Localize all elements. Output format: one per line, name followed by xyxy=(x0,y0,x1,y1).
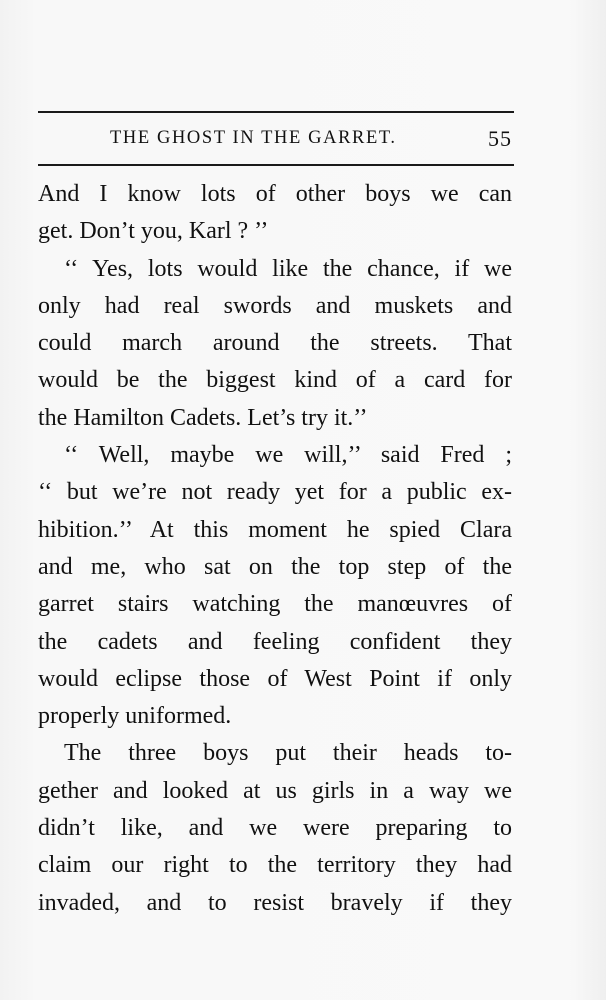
text-line: ‘‘ but we’re not ready yet for a public ex- xyxy=(38,479,512,506)
text-line: invaded, and to resist bravely if they xyxy=(38,889,512,916)
text-line: And I know lots of other boys we can xyxy=(38,181,512,207)
text-line: would be the biggest kind of a card for xyxy=(38,367,512,394)
text-line: The three boys put their heads to- xyxy=(64,740,512,767)
running-head xyxy=(38,126,514,156)
text-line: claim our right to the territory they had xyxy=(38,852,512,879)
running-title: THE GHOST IN THE GARRET. xyxy=(110,128,397,148)
text-line: get. Don’t you, Karl ? ’’ xyxy=(38,218,269,245)
text-line: gether and looked at us girls in a way we xyxy=(38,777,512,804)
text-line: the Hamilton Cadets. Let’s try it.’’ xyxy=(38,404,368,431)
text-line: the cadets and feeling confident they xyxy=(38,628,512,655)
body-text xyxy=(38,176,512,922)
text-line: ‘‘ Yes, lots would like the chance, if we xyxy=(64,255,512,282)
text-line: garret stairs watching the manœuvres of xyxy=(38,591,512,618)
text-line: and me, who sat on the top step of the xyxy=(38,553,512,580)
text-line: ‘‘ Well, maybe we will,’’ said Fred ; xyxy=(64,442,512,469)
text-line: hibition.’’ At this moment he spied Clara xyxy=(38,516,512,543)
page-number: 55 xyxy=(488,126,512,151)
header-bottom-rule xyxy=(38,164,514,166)
text-line: only had real swords and muskets and xyxy=(38,292,512,319)
text-line: properly uniformed. xyxy=(38,703,232,730)
text-line: could march around the streets. That xyxy=(38,330,512,357)
text-line: would eclipse those of West Point if only xyxy=(38,665,512,692)
text-line: didn’t like, and we were preparing to xyxy=(38,815,512,842)
header-top-rule xyxy=(38,111,514,113)
